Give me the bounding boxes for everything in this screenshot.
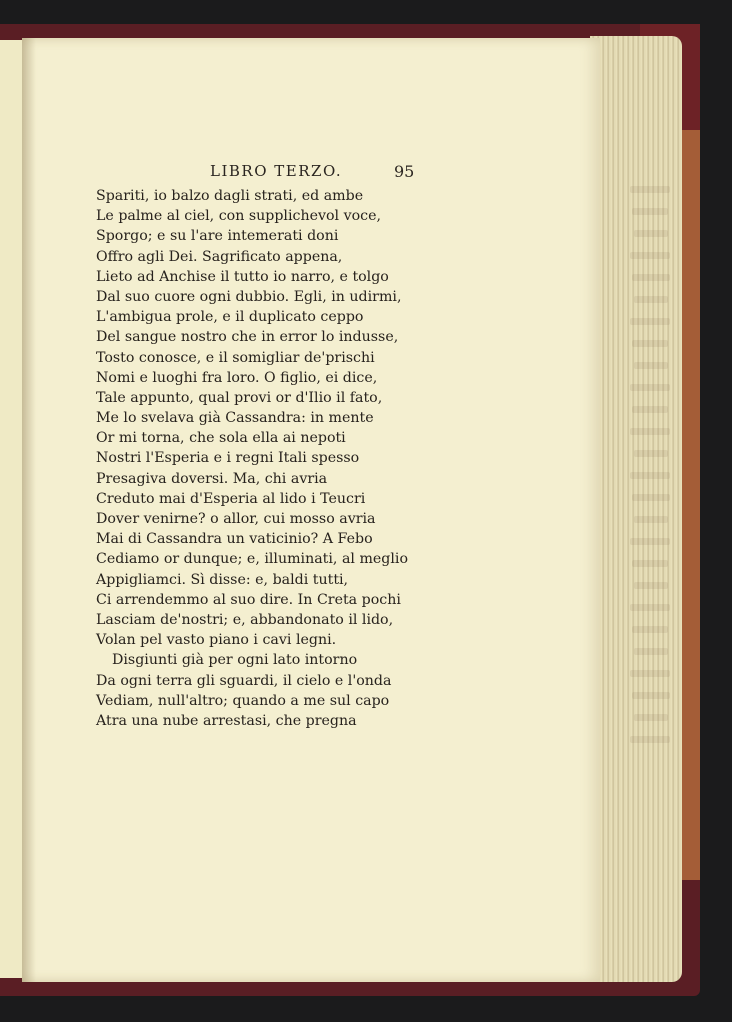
verse-line: Presagiva doversi. Ma, chi avria	[96, 470, 328, 487]
verse-line: Le palme al ciel, con supplichevol voce,	[96, 208, 381, 225]
verse-line: Tosto conosce, e il somigliar de'prischi	[96, 349, 375, 366]
verse-line: Dal suo cuore ogni dubbio. Egli, in udirmi,	[96, 288, 402, 305]
verse-line: Nomi e luoghi fra loro. O figlio, ei dice,	[96, 369, 378, 386]
verse-line: Dover venirne? o allor, cui mosso avria	[96, 511, 376, 527]
verse-line: Appigliamci. Sì disse: e, baldi tutti,	[96, 571, 349, 588]
verse-block	[96, 186, 408, 731]
page-header	[22, 162, 600, 184]
verse-line: Del sangue nostro che in error lo indusse,	[96, 329, 399, 346]
verse-line: Vediam, null'altro; quando a me sul capo	[96, 692, 390, 709]
book-page	[22, 38, 600, 982]
verse-line: Ci arrendemmo al suo dire. In Creta pochi	[96, 591, 401, 608]
verse-line: Atra una nube arrestasi, che pregna	[96, 712, 357, 729]
verse-line: Sporgo; e su l'are intemerati doni	[96, 228, 339, 245]
verse-line: Da ogni terra gli sguardi, il cielo e l'onda	[96, 672, 392, 689]
spine-shadow	[22, 38, 36, 982]
verse-line: Lieto ad Anchise il tutto io narro, e tolgo	[96, 268, 389, 285]
verse-line: Or mi torna, che sola ella ai nepoti	[96, 430, 346, 447]
page-number: 95	[394, 162, 415, 181]
verse-line: L'ambigua prole, e il duplicato ceppo	[96, 309, 364, 326]
verse-line: Me lo svelava già Cassandra: in mente	[96, 410, 374, 427]
verse-line: Spariti, io balzo dagli strati, ed ambe	[96, 188, 364, 204]
verse-line: Creduto mai d'Esperia al lido i Teucri	[96, 490, 366, 507]
verse-line: Mai di Cassandra un vaticinio? A Febo	[96, 531, 373, 548]
verse-line: Cediamo or dunque; e, illuminati, al meglio	[96, 551, 408, 568]
page-stack	[590, 36, 682, 982]
verse-line: Offro agli Dei. Sagrificato appena,	[96, 248, 343, 265]
verse-line: Nostri l'Esperia e i regni Itali spesso	[96, 450, 360, 467]
verse-line: Disgiunti già per ogni lato intorno	[112, 652, 358, 669]
verse-line: Tale appunto, qual provi or d'Ilio il fato,	[96, 389, 383, 406]
verse-line: Lasciam de'nostri; e, abbandonato il lido,	[96, 611, 394, 628]
verse-line: Volan pel vasto piano i cavi legni.	[96, 632, 337, 649]
running-title: LIBRO TERZO.	[210, 162, 343, 180]
